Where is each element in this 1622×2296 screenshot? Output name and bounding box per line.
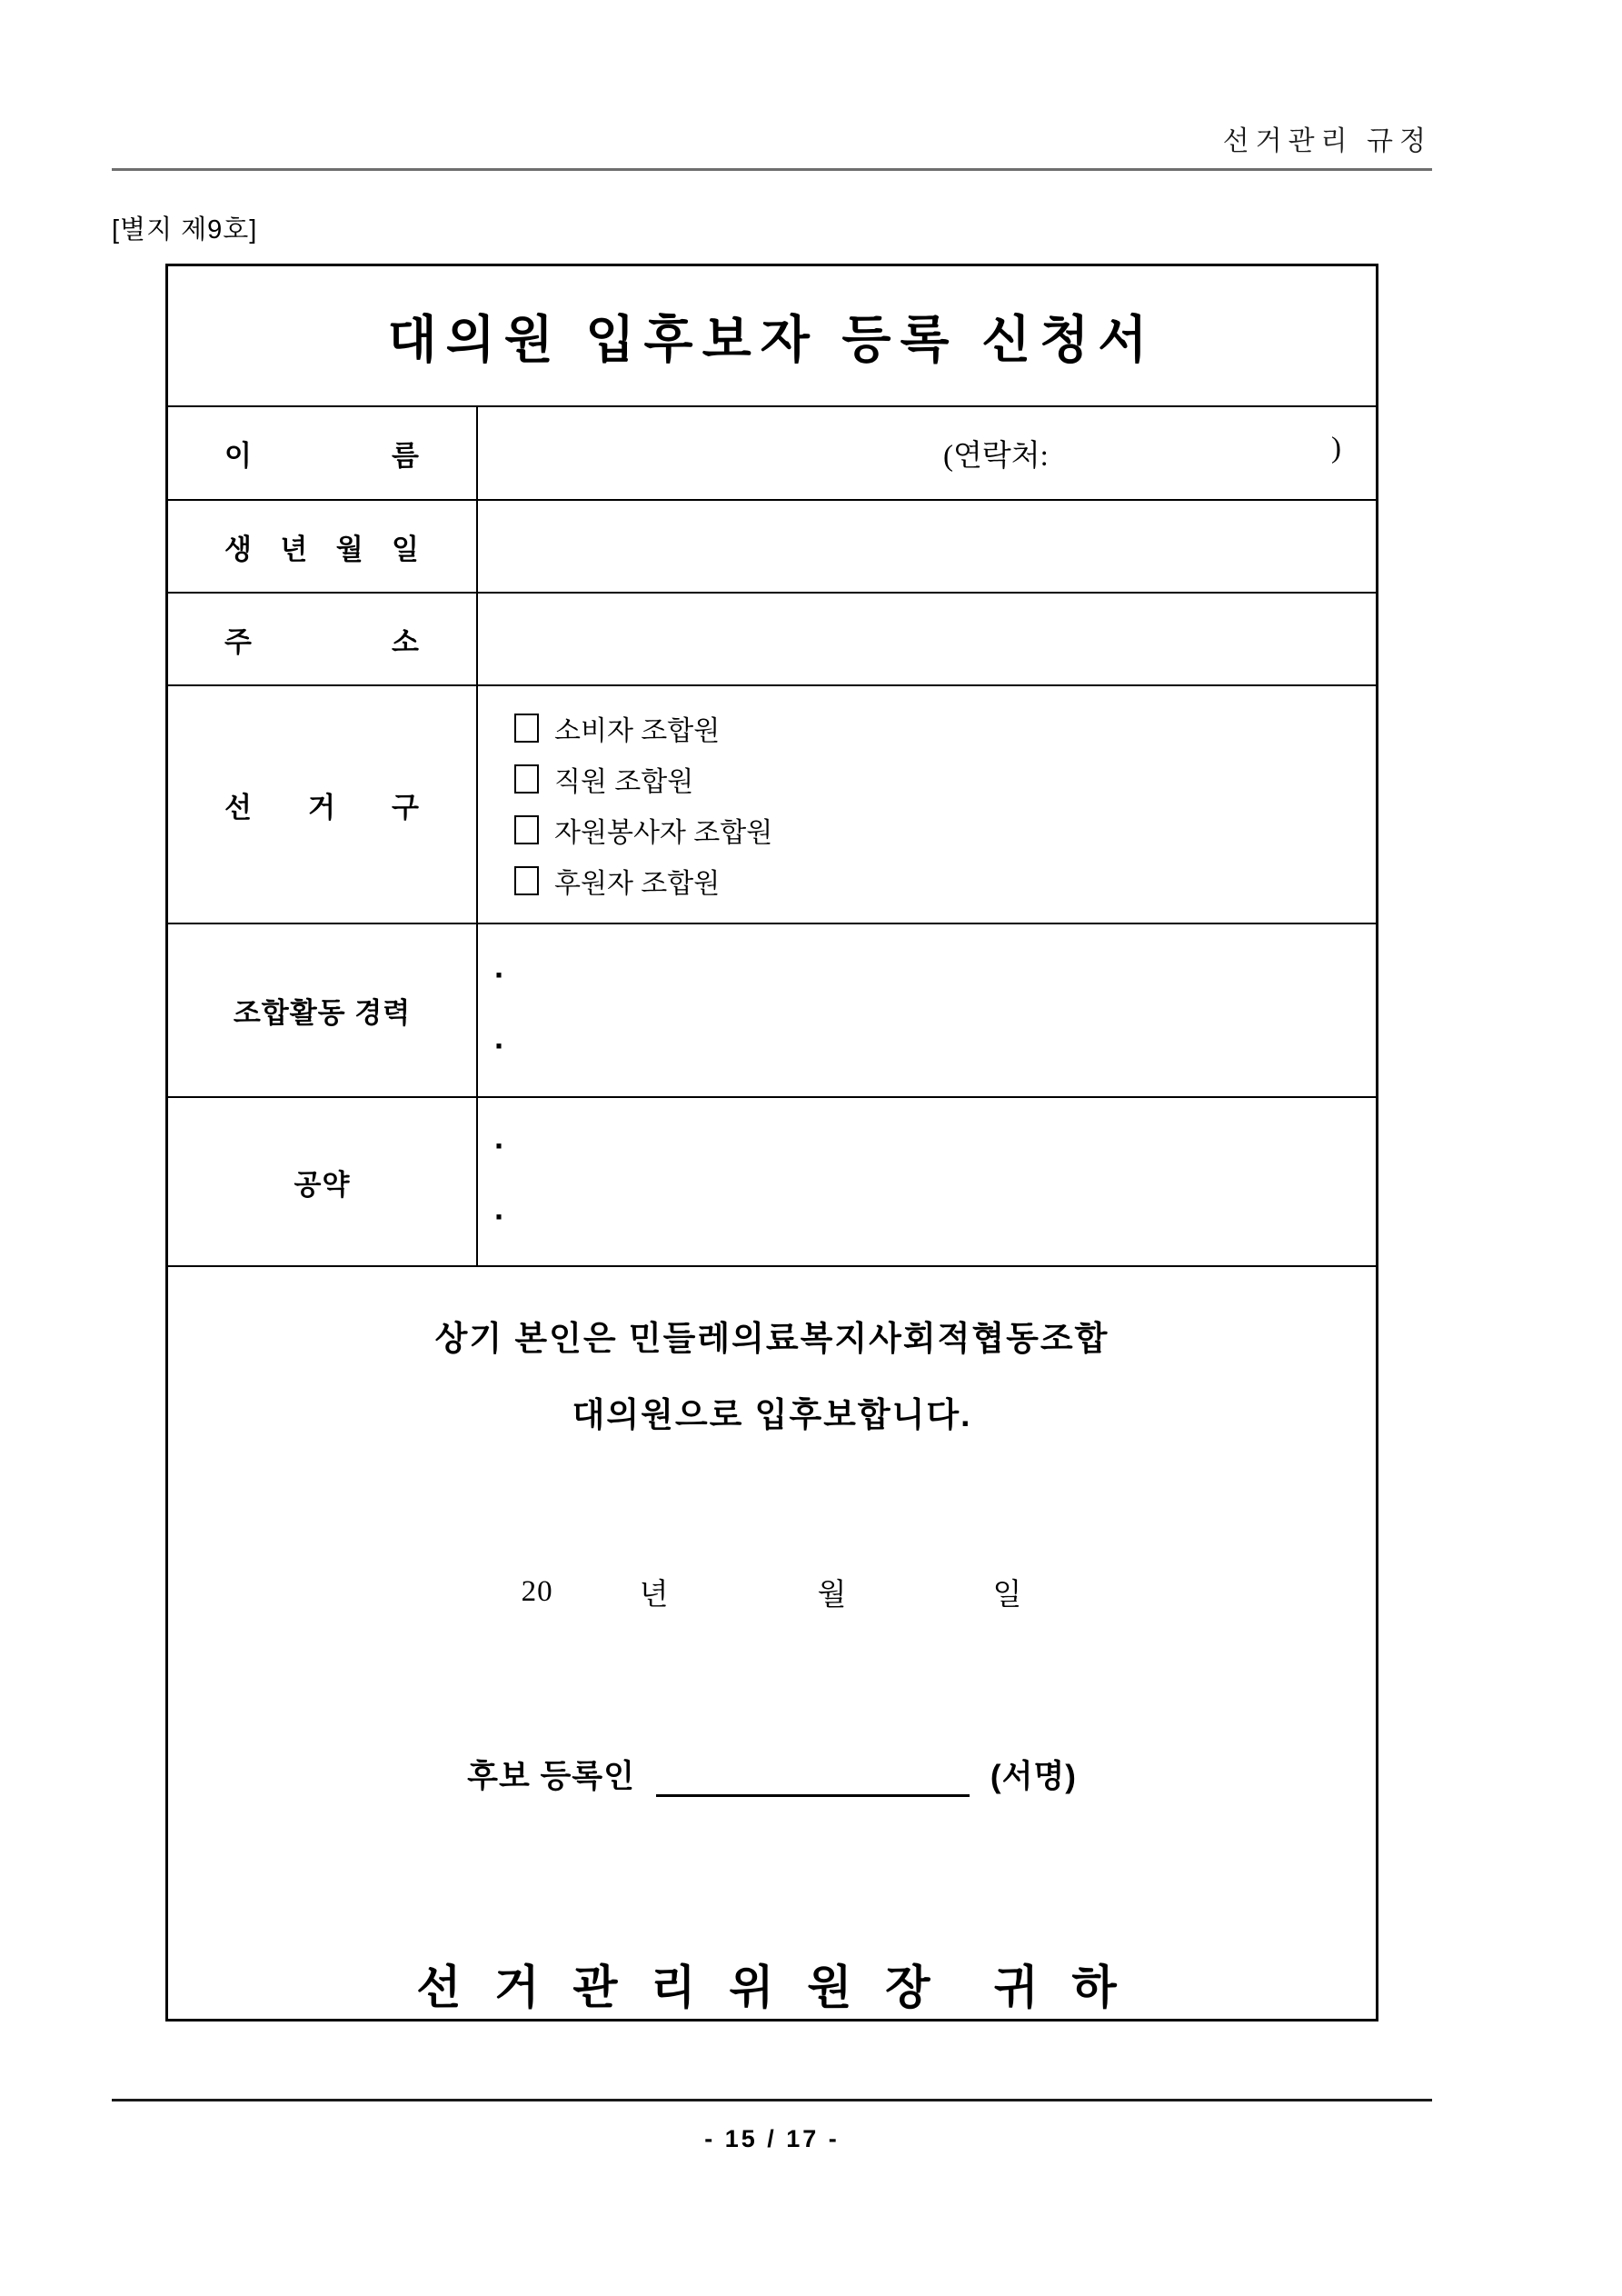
form-title-row — [168, 266, 1376, 405]
date-line — [522, 1571, 1023, 1613]
coop-activity-label: 조합활동 경력 — [233, 997, 412, 1029]
statement-line-1: 상기 본인은 민들레의료복지사회적협동조합 — [434, 1320, 1110, 1357]
district-option-staff — [514, 759, 1376, 799]
checkbox-icon — [514, 815, 539, 844]
signature-label: 후보 등록인 — [467, 1759, 635, 1794]
bullet-point: · — [494, 1026, 505, 1064]
bullet-point: · — [494, 1127, 505, 1164]
address-label: 주 소 — [224, 625, 420, 658]
statement-line-2: 대의원으로 입후보합니다. — [572, 1396, 972, 1433]
district-options — [478, 686, 1376, 923]
form-title: 대의원 입후보자 등록 신청서 — [387, 310, 1157, 368]
district-option-volunteer — [514, 810, 1376, 850]
option-label: 후원자 조합원 — [554, 869, 721, 899]
bullet-point: · — [494, 955, 505, 993]
district-option-consumer — [514, 708, 1376, 748]
statement-section — [168, 1265, 1376, 2019]
bullet-point: · — [494, 1198, 505, 1235]
name-row — [168, 405, 1376, 499]
name-label-cell — [168, 407, 478, 499]
candidate-registration-form — [165, 264, 1378, 2021]
birth-date-label: 생 년 월 일 — [224, 533, 420, 565]
signature-suffix: (서명) — [990, 1759, 1077, 1794]
coop-activity-value-cell — [478, 924, 1376, 1096]
signature-line — [467, 1752, 1077, 1797]
district-label-cell — [168, 686, 478, 923]
address-value-cell — [478, 594, 1376, 684]
attachment-number-label: [별지 제9호] — [112, 215, 258, 245]
district-option-sponsor — [514, 861, 1376, 901]
district-label: 선 거 구 — [224, 791, 420, 824]
pledge-row — [168, 1096, 1376, 1265]
document-header-title: 선거관리 규정 — [1222, 126, 1432, 156]
pledge-value-cell — [478, 1098, 1376, 1265]
address-row — [168, 592, 1376, 684]
date-month-label: 월 — [817, 1579, 848, 1612]
name-label: 이 름 — [224, 440, 420, 472]
date-day-label: 일 — [992, 1579, 1023, 1612]
pledge-label: 공약 — [294, 1168, 351, 1201]
contact-close-paren: ) — [1331, 432, 1341, 464]
page-number: - 15 / 17 - — [704, 2125, 840, 2152]
district-value-cell — [478, 686, 1376, 923]
birth-date-value-cell — [478, 501, 1376, 592]
checkbox-icon — [514, 866, 539, 895]
checkbox-icon — [514, 714, 539, 743]
birth-date-row — [168, 499, 1376, 592]
signature-blank-line — [656, 1762, 970, 1797]
contact-field — [478, 407, 1376, 499]
checkbox-icon — [514, 764, 539, 794]
recipient-honorific: 귀 하 — [993, 1963, 1128, 2014]
option-label: 직원 조합원 — [554, 767, 694, 797]
header-rule — [112, 168, 1432, 171]
date-year-prefix: 20 — [521, 1575, 553, 1608]
pledge-label-cell — [168, 1098, 478, 1265]
coop-activity-row — [168, 923, 1376, 1096]
contact-open-paren: (연락처: — [943, 440, 1049, 473]
date-year-label: 년 — [639, 1579, 670, 1612]
name-value-cell — [478, 407, 1376, 499]
birth-date-label-cell — [168, 501, 478, 592]
option-label: 소비자 조합원 — [554, 716, 721, 746]
footer-rule — [112, 2099, 1432, 2101]
option-label: 자원봉사자 조합원 — [554, 818, 773, 848]
coop-activity-label-cell — [168, 924, 478, 1096]
recipient-line — [416, 1950, 1128, 2017]
district-row — [168, 684, 1376, 923]
address-label-cell — [168, 594, 478, 684]
recipient-title: 선 거 관 리 위 원 장 — [416, 1963, 941, 2014]
